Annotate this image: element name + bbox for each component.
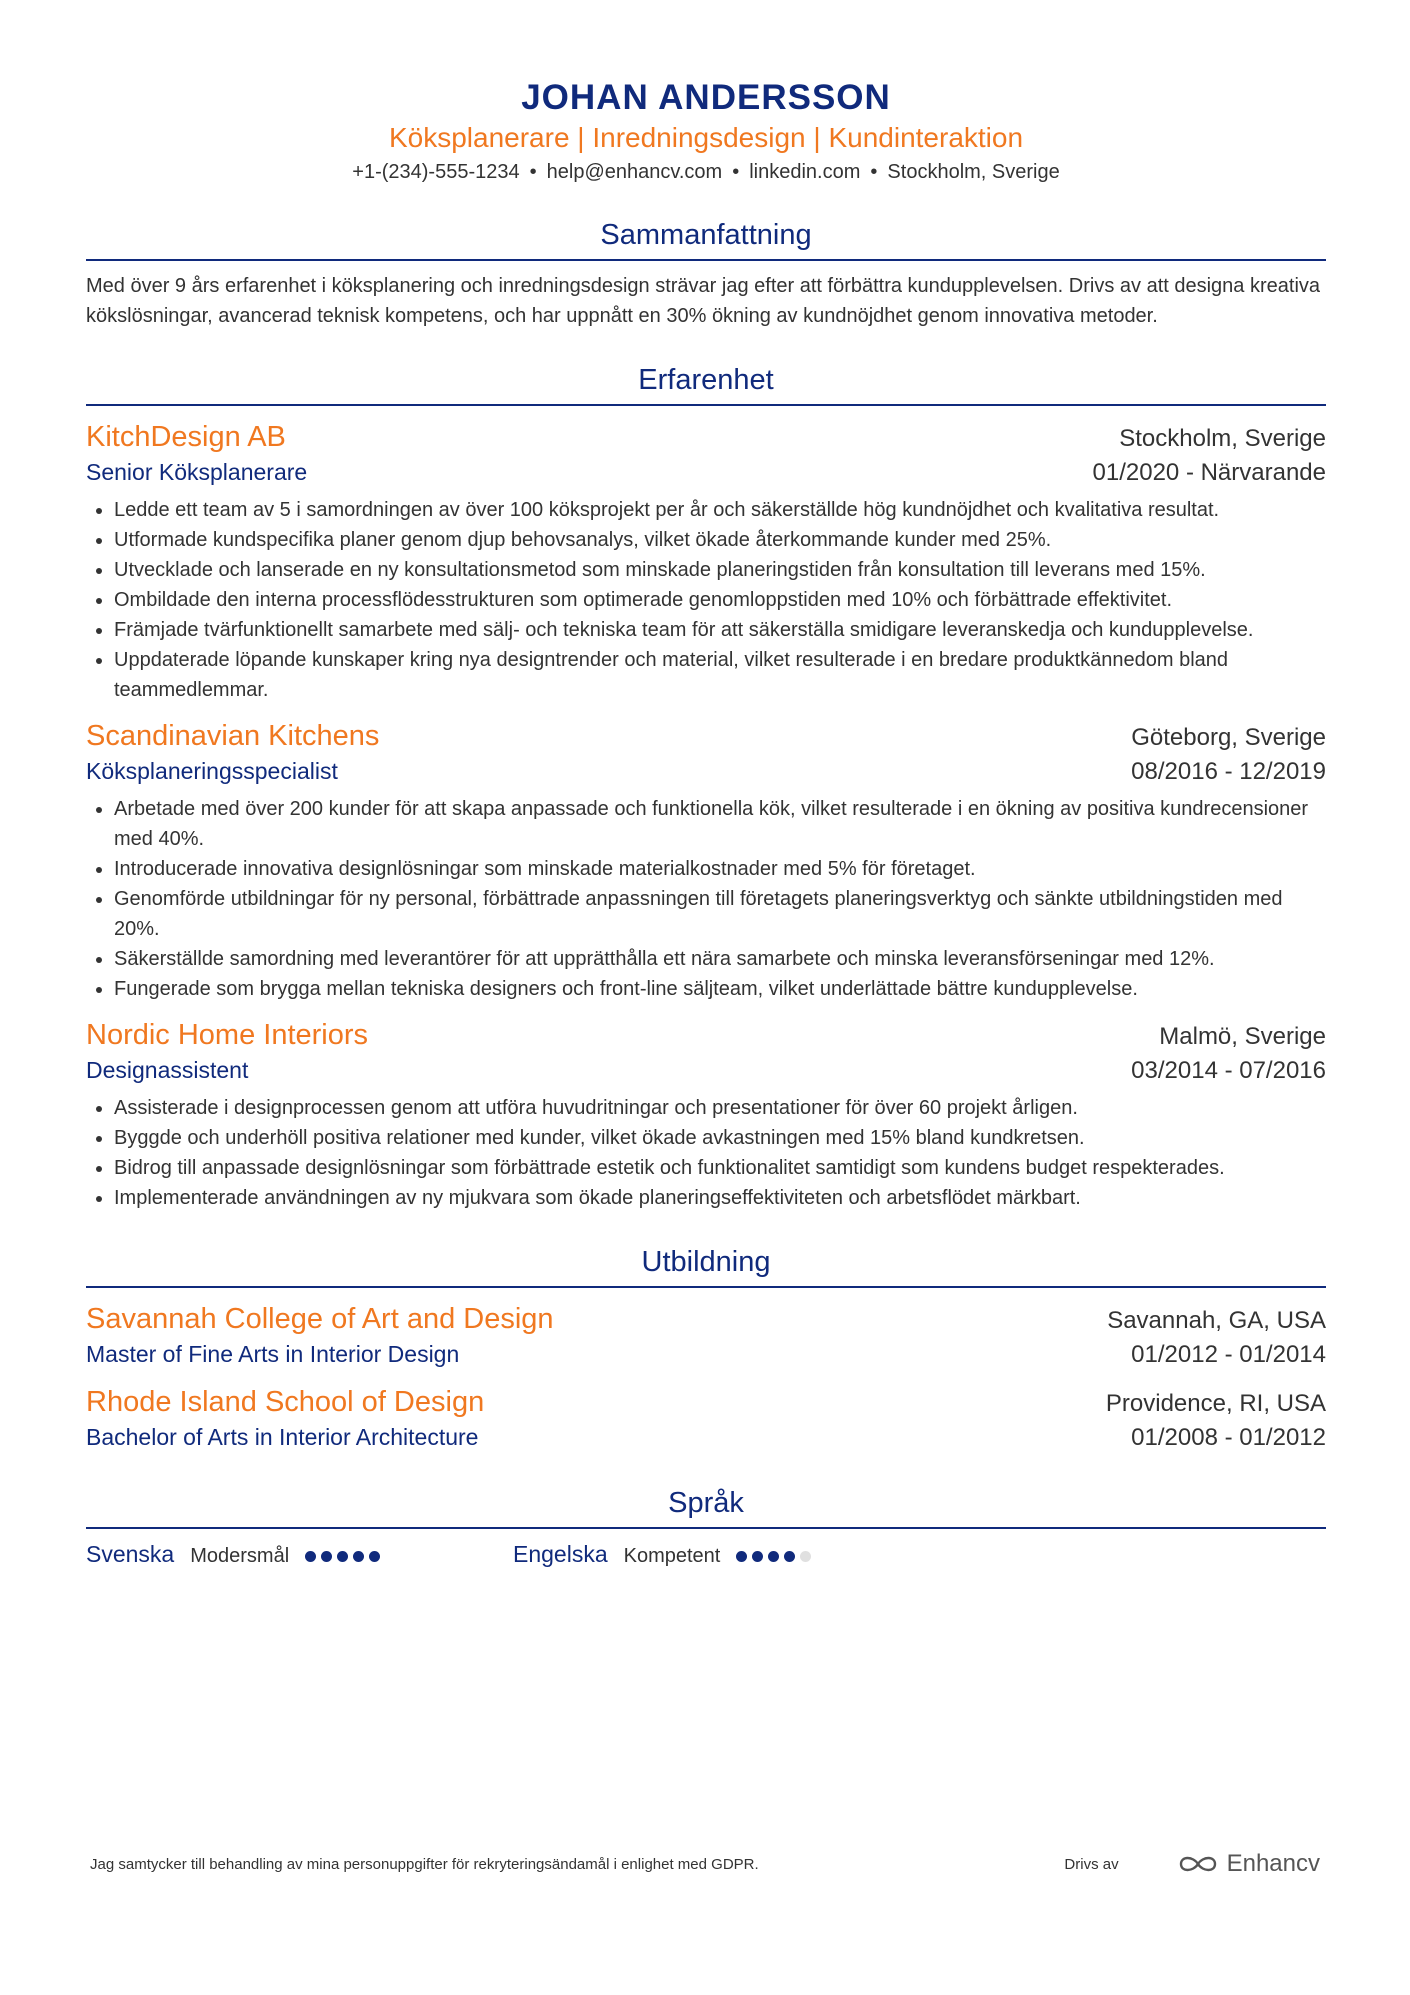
entry-subheader-row [86,456,1326,489]
language-level: Modersmål [190,1545,290,1567]
achievement-item: • Introducerade innovativa designlösningar som minskade materialkostnader med 5% för företaget. [114,854,1326,884]
experience-entry [86,418,1326,705]
language-name: Svenska [86,1541,175,1567]
infinity-icon [1177,1853,1219,1875]
rating-dot-filled [305,1551,316,1562]
entry-subheader-row [86,1338,1326,1371]
achievement-item: • Uppdaterade löpande kunskaper kring nya designtrender och material, vilket resulterade i en bredare produktkännedom bland teammedlemmar. [114,645,1326,705]
achievement-item: • Implementerade användningen av ny mjukvara som ökade planeringseffektiviteten och arbetsflödet märkbart. [114,1183,1326,1213]
section-title-summary: Sammanfattning [86,216,1326,261]
section-title-experience: Erfarenhet [86,361,1326,406]
linkedin-link[interactable]: linkedin.com [749,161,861,183]
company-location: Stockholm, Sverige [1119,425,1326,452]
job-dates: 08/2016 - 12/2019 [1131,758,1326,785]
powered-by-label: Drivs av [1064,1855,1119,1873]
email-link[interactable]: help@enhancv.com [546,161,723,183]
achievement-item: • Utvecklade och lanserade en ny konsultationsmetod som minskade planeringstiden från konsultation till leverans med 15%. [114,555,1326,585]
company-name: Scandinavian Kitchens [86,720,380,752]
rating-dot-filled [321,1551,332,1562]
achievement-list [86,794,1326,1004]
achievement-item: • Arbetade med över 200 kunder för att skapa anpassade och funktionella kök, vilket resulterade i en ökning av positiva kundrecensioner med 40%. [114,794,1326,854]
rating-dot-empty [800,1551,811,1562]
job-title: Köksplaneringsspecialist [86,758,338,784]
entry-header-row [86,418,1326,456]
experience-entry [86,1016,1326,1213]
achievement-item: • Byggde och underhöll positiva relationer med kunder, vilket ökade avkastningen med 15% bland kundkretsen. [114,1123,1326,1153]
rating-dot-filled [736,1551,747,1562]
education-section [86,1243,1326,1454]
summary-section [86,216,1326,331]
candidate-name: JOHAN ANDERSSON [521,78,891,117]
experience-section [86,361,1326,1213]
achievement-item: • Genomförde utbildningar för ny personal, förbättrade anpassningen till företagets planeringsverktyg och sänkte utbildningstiden med 20%. [114,884,1326,944]
resume-header [86,0,1326,186]
language-level: Kompetent [623,1545,721,1567]
separator-dot: • [870,161,878,183]
brand-name: Enhancv [1226,1850,1320,1877]
summary-text: Med över 9 års erfarenhet i köksplanering och inredningsdesign strävar jag efter att förbättra kundupplevelsen. Drivs av att designa kreativa kökslösningar, avancerad teknisk kompetens, och har uppnått en 30% ökning av kundnöjdhet genom innovativa metoder. [86,275,1321,327]
education-dates: 01/2008 - 01/2012 [1131,1424,1326,1451]
school-name: Savannah College of Art and Design [86,1303,554,1335]
company-name: Nordic Home Interiors [86,1019,369,1051]
degree: Bachelor of Arts in Interior Architecture [86,1424,479,1450]
footer [90,1850,1320,1878]
entry-header-row [86,1300,1326,1338]
achievement-item: • Säkerställde samordning med leverantörer för att upprätthålla ett nära samarbete och minska leveransförseningar med 12%. [114,944,1326,974]
job-dates: 01/2020 - Närvarande [1092,459,1326,486]
school-location: Providence, RI, USA [1105,1390,1326,1417]
achievement-item: • Bidrog till anpassade designlösningar som förbättrade estetik och funktionalitet samtidigt som kundens budget respekterades. [114,1153,1326,1183]
language-name: Engelska [513,1541,608,1567]
entry-header-row [86,1383,1326,1421]
section-title-education: Utbildning [86,1243,1326,1288]
language-item [513,1541,940,1568]
company-name: KitchDesign AB [86,421,286,453]
resume-page [86,0,1326,1568]
achievement-item: • Assisterade i designprocessen genom att utföra huvudritningar och presentationer för över 60 projekt årligen. [114,1093,1326,1123]
candidate-title: Köksplanerare | Inredningsdesign | Kundinteraktion [388,122,1024,153]
proficiency-rating [305,1551,380,1562]
job-title: Senior Köksplanerare [86,459,308,485]
rating-dot-filled [784,1551,795,1562]
school-name: Rhode Island School of Design [86,1386,485,1418]
languages-section [86,1484,1326,1568]
achievement-list [86,1093,1326,1213]
education-entry [86,1383,1326,1454]
education-dates: 01/2012 - 01/2014 [1131,1341,1326,1368]
school-location: Savannah, GA, USA [1107,1307,1326,1334]
job-dates: 03/2014 - 07/2016 [1131,1057,1326,1084]
company-location: Göteborg, Sverige [1131,724,1326,751]
rating-dot-filled [337,1551,348,1562]
education-list [86,1300,1326,1454]
gdpr-consent: Jag samtycker till behandling av mina personuppgifter för rekryteringsändamål i enlighet med GDPR. [90,1855,759,1873]
entry-subheader-row [86,755,1326,788]
job-title: Designassistent [86,1057,249,1083]
company-location: Malmö, Sverige [1159,1023,1326,1050]
proficiency-rating [736,1551,811,1562]
rating-dot-filled [353,1551,364,1562]
rating-dot-filled [369,1551,380,1562]
entry-subheader-row [86,1421,1326,1454]
experience-entry [86,717,1326,1004]
achievement-item: • Fungerade som brygga mellan tekniska designers och front-line säljteam, vilket underlättade bättre kundupplevelse. [114,974,1326,1004]
language-item [86,1541,513,1568]
achievement-item: • Ledde ett team av 5 i samordningen av över 100 köksprojekt per år och säkerställde hög kundnöjdhet och kvalitativa resultat. [114,495,1326,525]
enhancv-logo[interactable] [1177,1850,1320,1878]
rating-dot-filled [752,1551,763,1562]
achievement-item: • Utformade kundspecifika planer genom djup behovsanalys, vilket ökade återkommande kunder med 25%. [114,525,1326,555]
achievement-item: • Ombildade den interna processflödesstrukturen som optimerade genomloppstiden med 10% och förbättrade effektivitet. [114,585,1326,615]
entry-header-row [86,717,1326,755]
entry-subheader-row [86,1054,1326,1087]
education-entry [86,1300,1326,1371]
phone: +1-(234)-555-1234 [352,161,520,183]
entry-header-row [86,1016,1326,1054]
experience-list [86,418,1326,1213]
achievement-item: • Främjade tvärfunktionellt samarbete med sälj- och tekniska team för att säkerställa smidigare leveranskedja och kundupplevelse. [114,615,1326,645]
separator-dot: • [732,161,740,183]
contact-line [86,158,1326,186]
degree: Master of Fine Arts in Interior Design [86,1341,460,1367]
location: Stockholm, Sverige [887,161,1060,183]
rating-dot-filled [768,1551,779,1562]
separator-dot: • [529,161,537,183]
language-list [86,1541,1326,1568]
section-title-languages: Språk [86,1484,1326,1529]
achievement-list [86,495,1326,705]
